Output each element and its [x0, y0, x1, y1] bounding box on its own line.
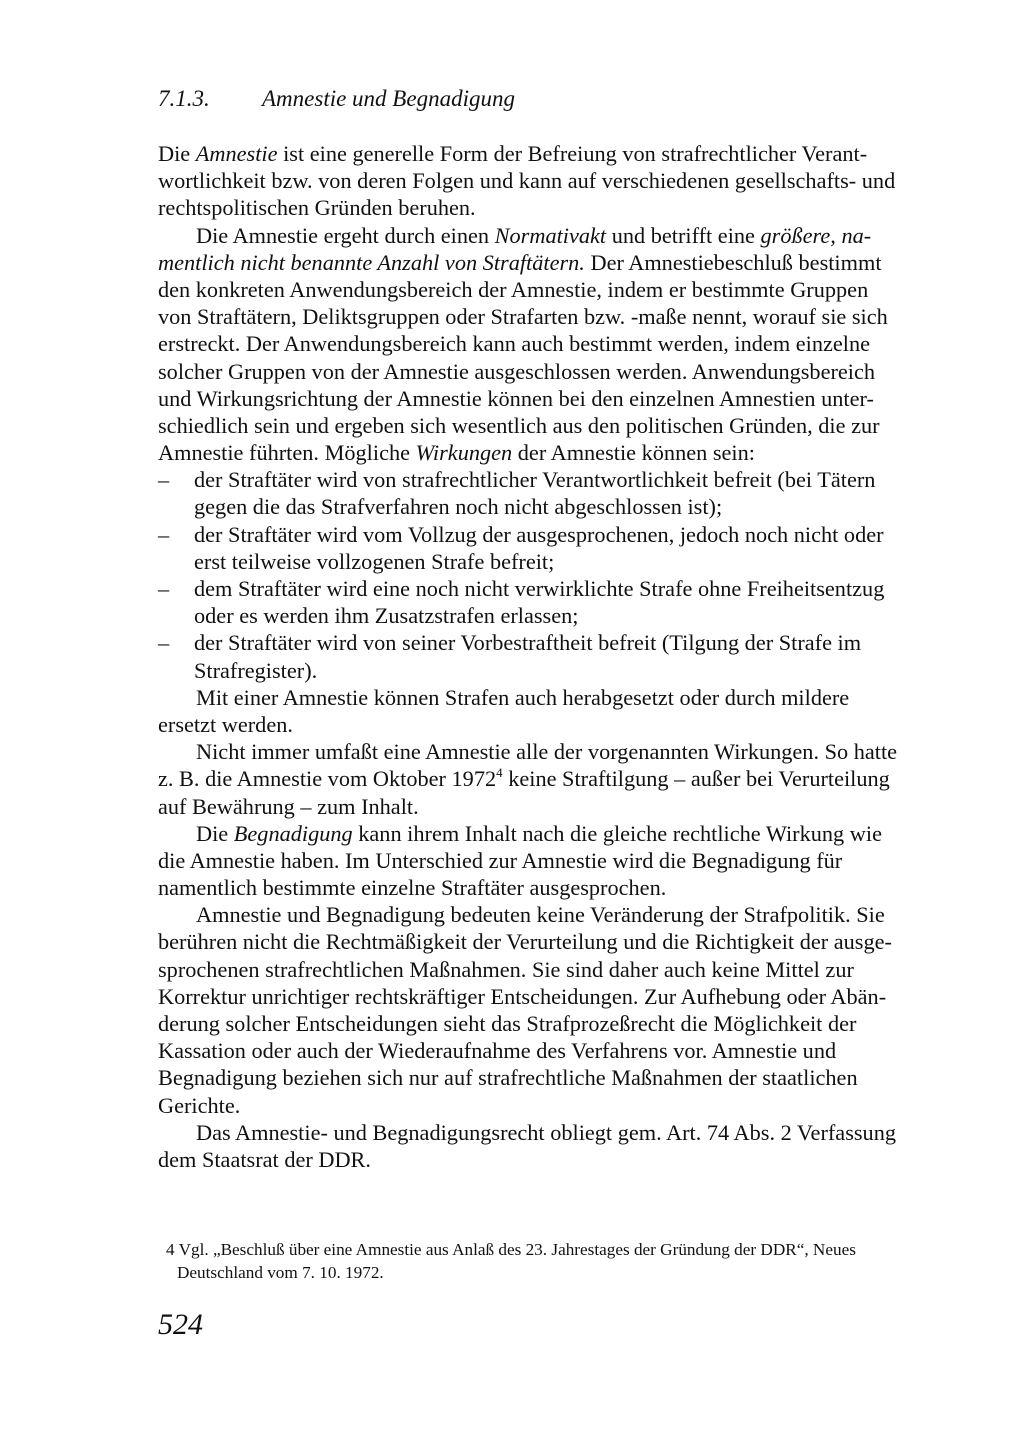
footnote-ref: 4 [496, 765, 503, 781]
paragraph-line: Kassation oder auch der Wiederaufnahme des Verfahrens vor. Amnestie und [158, 1038, 837, 1064]
paragraph-line: Begnadigung beziehen sich nur auf strafrechtliche Maßnahmen der staatlichen [158, 1065, 858, 1091]
paragraph-line: von Straftätern, Deliktsgruppen oder Strafarten bzw. -maße nennt, worauf sie sich [158, 304, 888, 330]
list-item-continuation: Strafregister). [194, 657, 318, 683]
paragraph-line: sprochenen strafrechtlichen Maßnahmen. Sie sind daher auch keine Mittel zur [158, 956, 854, 982]
paragraph-line: Das Amnestie- und Begnadigungsrecht obliegt gem. Art. 74 Abs. 2 Verfassung [196, 1119, 896, 1145]
dash-marker: – [158, 521, 170, 547]
paragraph-line: Amnestie und Begnadigung bedeuten keine Veränderung der Strafpolitik. Sie [196, 902, 885, 928]
list-item: – der Straftäter wird von strafrechtlicher Verantwortlichkeit befreit (bei Tätern [158, 467, 876, 493]
section-heading [158, 86, 515, 112]
section-number: 7.1.3. [158, 86, 210, 111]
list-item: – der Straftäter wird von seiner Vorbestraftheit befreit (Tilgung der Strafe im [158, 630, 862, 656]
paragraph-line: Nicht immer umfaßt eine Amnestie alle der vorgenannten Wirkungen. So hatte [196, 739, 898, 765]
list-item-continuation: gegen die das Strafverfahren noch nicht abgeschlossen ist); [194, 494, 723, 520]
paragraph-line: z. B. die Amnestie vom Oktober 1972$^4$ keine Straftilgung – außer bei Verurteilung [158, 765, 890, 792]
paragraph-line: wortlichkeit bzw. von deren Folgen und kann auf verschiedenen gesellschafts- und [158, 168, 896, 194]
paragraph-line: Die Begnadigung kann ihrem Inhalt nach die gleiche rechtliche Wirkung wie [196, 820, 882, 846]
paragraph-line: den konkreten Anwendungsbereich der Amnestie, indem er bestimmte Gruppen [158, 276, 869, 302]
dash-marker: – [158, 576, 170, 601]
paragraph-line: berühren nicht die Rechtmäßigkeit der Verurteilung und die Richtigkeit der ausge- [158, 929, 892, 955]
section-title: Amnestie und Begnadigung [262, 86, 515, 111]
paragraph-line: Mit einer Amnestie können Strafen auch herabgesetzt oder durch mildere [196, 684, 850, 710]
footnote-line: 4 Vgl. „Beschluß über eine Amnestie aus Anlaß des 23. Jahrestages der Gründung der DDR“, Neues [166, 1240, 856, 1259]
page-number: 524 [158, 1308, 203, 1341]
paragraph-line: die Amnestie haben. Im Unterschied zur Amnestie wird die Begnadigung für [158, 847, 843, 873]
paragraph-line: erstreckt. Der Anwendungsbereich kann auch bestimmt werden, indem einzelne [158, 331, 871, 357]
list-item-continuation: erst teilweise vollzogenen Strafe befreit; [194, 548, 555, 574]
paragraph-line: Amnestie führten. Mögliche Wirkungen der Amnestie können sein: [158, 440, 755, 466]
paragraph-line: rechtspolitischen Gründen beruhen. [158, 195, 476, 221]
paragraph-line: Korrektur unrichtiger rechtskräftiger Entscheidungen. Zur Aufhebung oder Abän- [158, 983, 887, 1009]
list-item: – dem Straftäter wird eine noch nicht verwirklichte Strafe ohne Freiheitsentzug [158, 576, 885, 601]
paragraph-line: solcher Gruppen von der Amnestie ausgeschlossen werden. Anwendungsbereich [158, 358, 876, 384]
footnote [166, 1238, 986, 1284]
paragraph-line: namentlich bestimmte einzelne Straftäter ausgesprochen. [158, 875, 667, 901]
paragraph-line: dem Staatsrat der DDR. [158, 1146, 372, 1172]
footnote-line: Deutschland vom 7. 10. 1972. [177, 1263, 384, 1282]
list-item: – der Straftäter wird vom Vollzug der ausgesprochenen, jedoch noch nicht oder [158, 521, 884, 547]
paragraph-line: Gerichte. [158, 1092, 241, 1118]
dash-marker: – [158, 630, 170, 656]
dash-marker: – [158, 467, 170, 493]
paragraph-line: ersetzt werden. [158, 711, 293, 737]
paragraph-line: Die Amnestie ist eine generelle Form der Befreiung von strafrechtlicher Verant- [158, 141, 868, 166]
paragraph-line: derung solcher Entscheidungen sieht das Strafprozeßrecht die Möglichkeit der [158, 1011, 857, 1036]
paragraph-line: Die Amnestie ergeht durch einen Normativakt und betrifft eine größere, na- [196, 222, 872, 248]
body-text [158, 140, 986, 1173]
paragraph-line: mentlich nicht benannte Anzahl von Straftätern. Der Amnestiebeschluß bestimmt [158, 249, 882, 275]
paragraph-line: schiedlich sein und ergeben sich wesentlich aus den politischen Gründen, die zur [158, 412, 880, 438]
paragraph-line: auf Bewährung – zum Inhalt. [158, 793, 419, 819]
paragraph-line: und Wirkungsrichtung der Amnestie können bei den einzelnen Amnestien unter- [158, 385, 874, 411]
list-item-continuation: oder es werden ihm Zusatzstrafen erlassen; [194, 603, 579, 629]
